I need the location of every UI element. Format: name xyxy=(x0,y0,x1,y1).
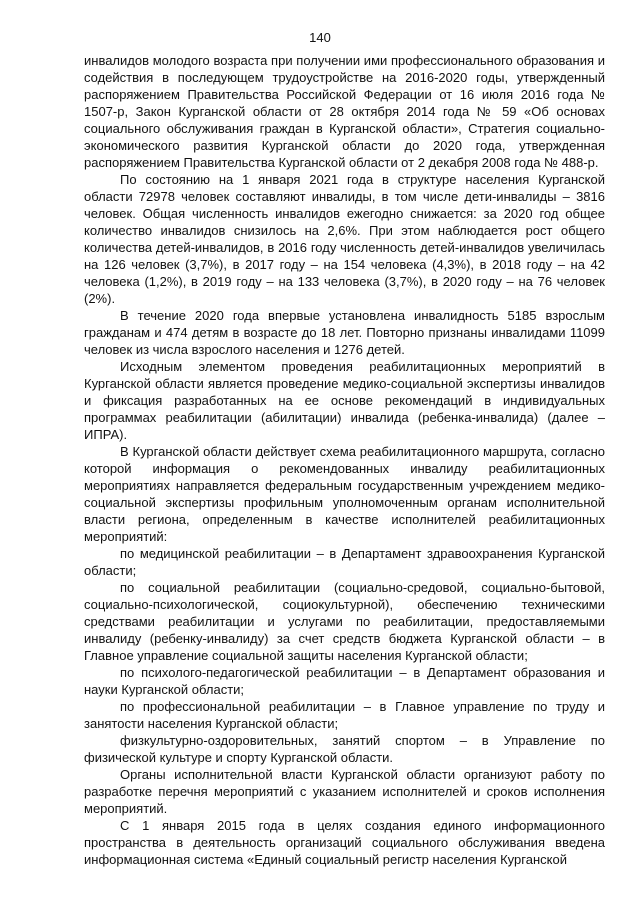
page-number: 140 xyxy=(309,30,331,45)
paragraph-psychological-pedagogical-rehabilitation: по психолого-педагогической реабилитации – в Департамент образования и науки Курганской области; xyxy=(84,665,605,697)
paragraph-executive-bodies: Органы исполнительной власти Курганской области организуют работу по разработке перечня мероприятий с указанием исполнителей и сроков исполнения мероприятий. xyxy=(84,767,605,816)
paragraph-medical-rehabilitation: по медицинской реабилитации – в Департамент здравоохранения Курганской области; xyxy=(84,546,605,578)
paragraph-disability-established-2020: В течение 2020 года впервые установлена инвалидность 5185 взрослым гражданам и 474 детям в возрасте до 18 лет. Повторно признаны инвалидами 11099 человек из числа взрослого населения и 1276 детей. xyxy=(84,308,605,357)
body-text xyxy=(84,52,605,868)
paragraph-information-system: С 1 января 2015 года в целях создания единого информационного пространства в деятельность организаций социального обслуживания введена информационная система «Единый социальный регистр населения Курганской xyxy=(84,818,605,867)
paragraph-professional-rehabilitation: по профессиональной реабилитации – в Главное управление по труду и занятости населения Курганской области; xyxy=(84,699,605,731)
paragraph-legal-acts: инвалидов молодого возраста при получении ими профессионального образования и содействия в последующем трудоустройстве на 2016-2020 годы, утвержденный распоряжением Правительства Российской Федерации от 16 июля 2016 года № 1507-р, Закон Курганской области от 28 октября 2014 года № 59 «Об основах социального обслуживания граждан в Курганской области», Стратегия социально-экономического развития Курганской области до 2020 года, утвержденная распоряжением Правительства Курганской области от 2 декабря 2008 года № 488-р. xyxy=(84,53,605,170)
paragraph-sports-rehabilitation: физкультурно-оздоровительных, занятий спортом – в Управление по физической культуре и спорту Курганской области. xyxy=(84,733,605,765)
paragraph-rehabilitation-route: В Курганской области действует схема реабилитационного маршрута, согласно которой информация о рекомендованных инвалиду реабилитационных мероприятиях направляется федеральным государственным учреждением медико-социальной экспертизы профильным уполномоченным органам исполнительной власти региона, определенным в качестве исполнителей реабилитационных мероприятий: xyxy=(84,444,605,544)
paragraph-social-rehabilitation: по социальной реабилитации (социально-средовой, социально-бытовой, социально-психологической, социокультурной), обеспечению техническими средствами реабилитации и услугами по реабилитации, предоставляемыми инвалиду (ребенку-инвалиду) за счет средств бюджета Курганской области – в Главное управление социальной защиты населения Курганской области; xyxy=(84,580,605,663)
paragraph-disabled-statistics: По состоянию на 1 января 2021 года в структуре населения Курганской области 72978 человек составляют инвалиды, в том числе дети-инвалиды – 3816 человек. Общая численность инвалидов ежегодно снижается: за 2020 год общее количество инвалидов снизилось на 2,6%. При этом наблюдается рост общего количества детей-инвалидов, в 2016 году численность детей-инвалидов увеличилась на 126 человек (3,7%), в 2017 году – на 154 человека (4,3%), в 2018 году – на 42 человека (1,2%), в 2019 году – на 133 человека (3,7%), в 2020 году – на 76 человек (2%). xyxy=(84,172,605,306)
paragraph-medical-social-expertise: Исходным элементом проведения реабилитационных мероприятий в Курганской области является проведение медико-социальной экспертизы инвалидов и фиксация разработанных на ее основе рекомендаций в индивидуальных программах реабилитации (абилитации) инвалида (ребенка-инвалида) (далее – ИПРА). xyxy=(84,359,605,442)
